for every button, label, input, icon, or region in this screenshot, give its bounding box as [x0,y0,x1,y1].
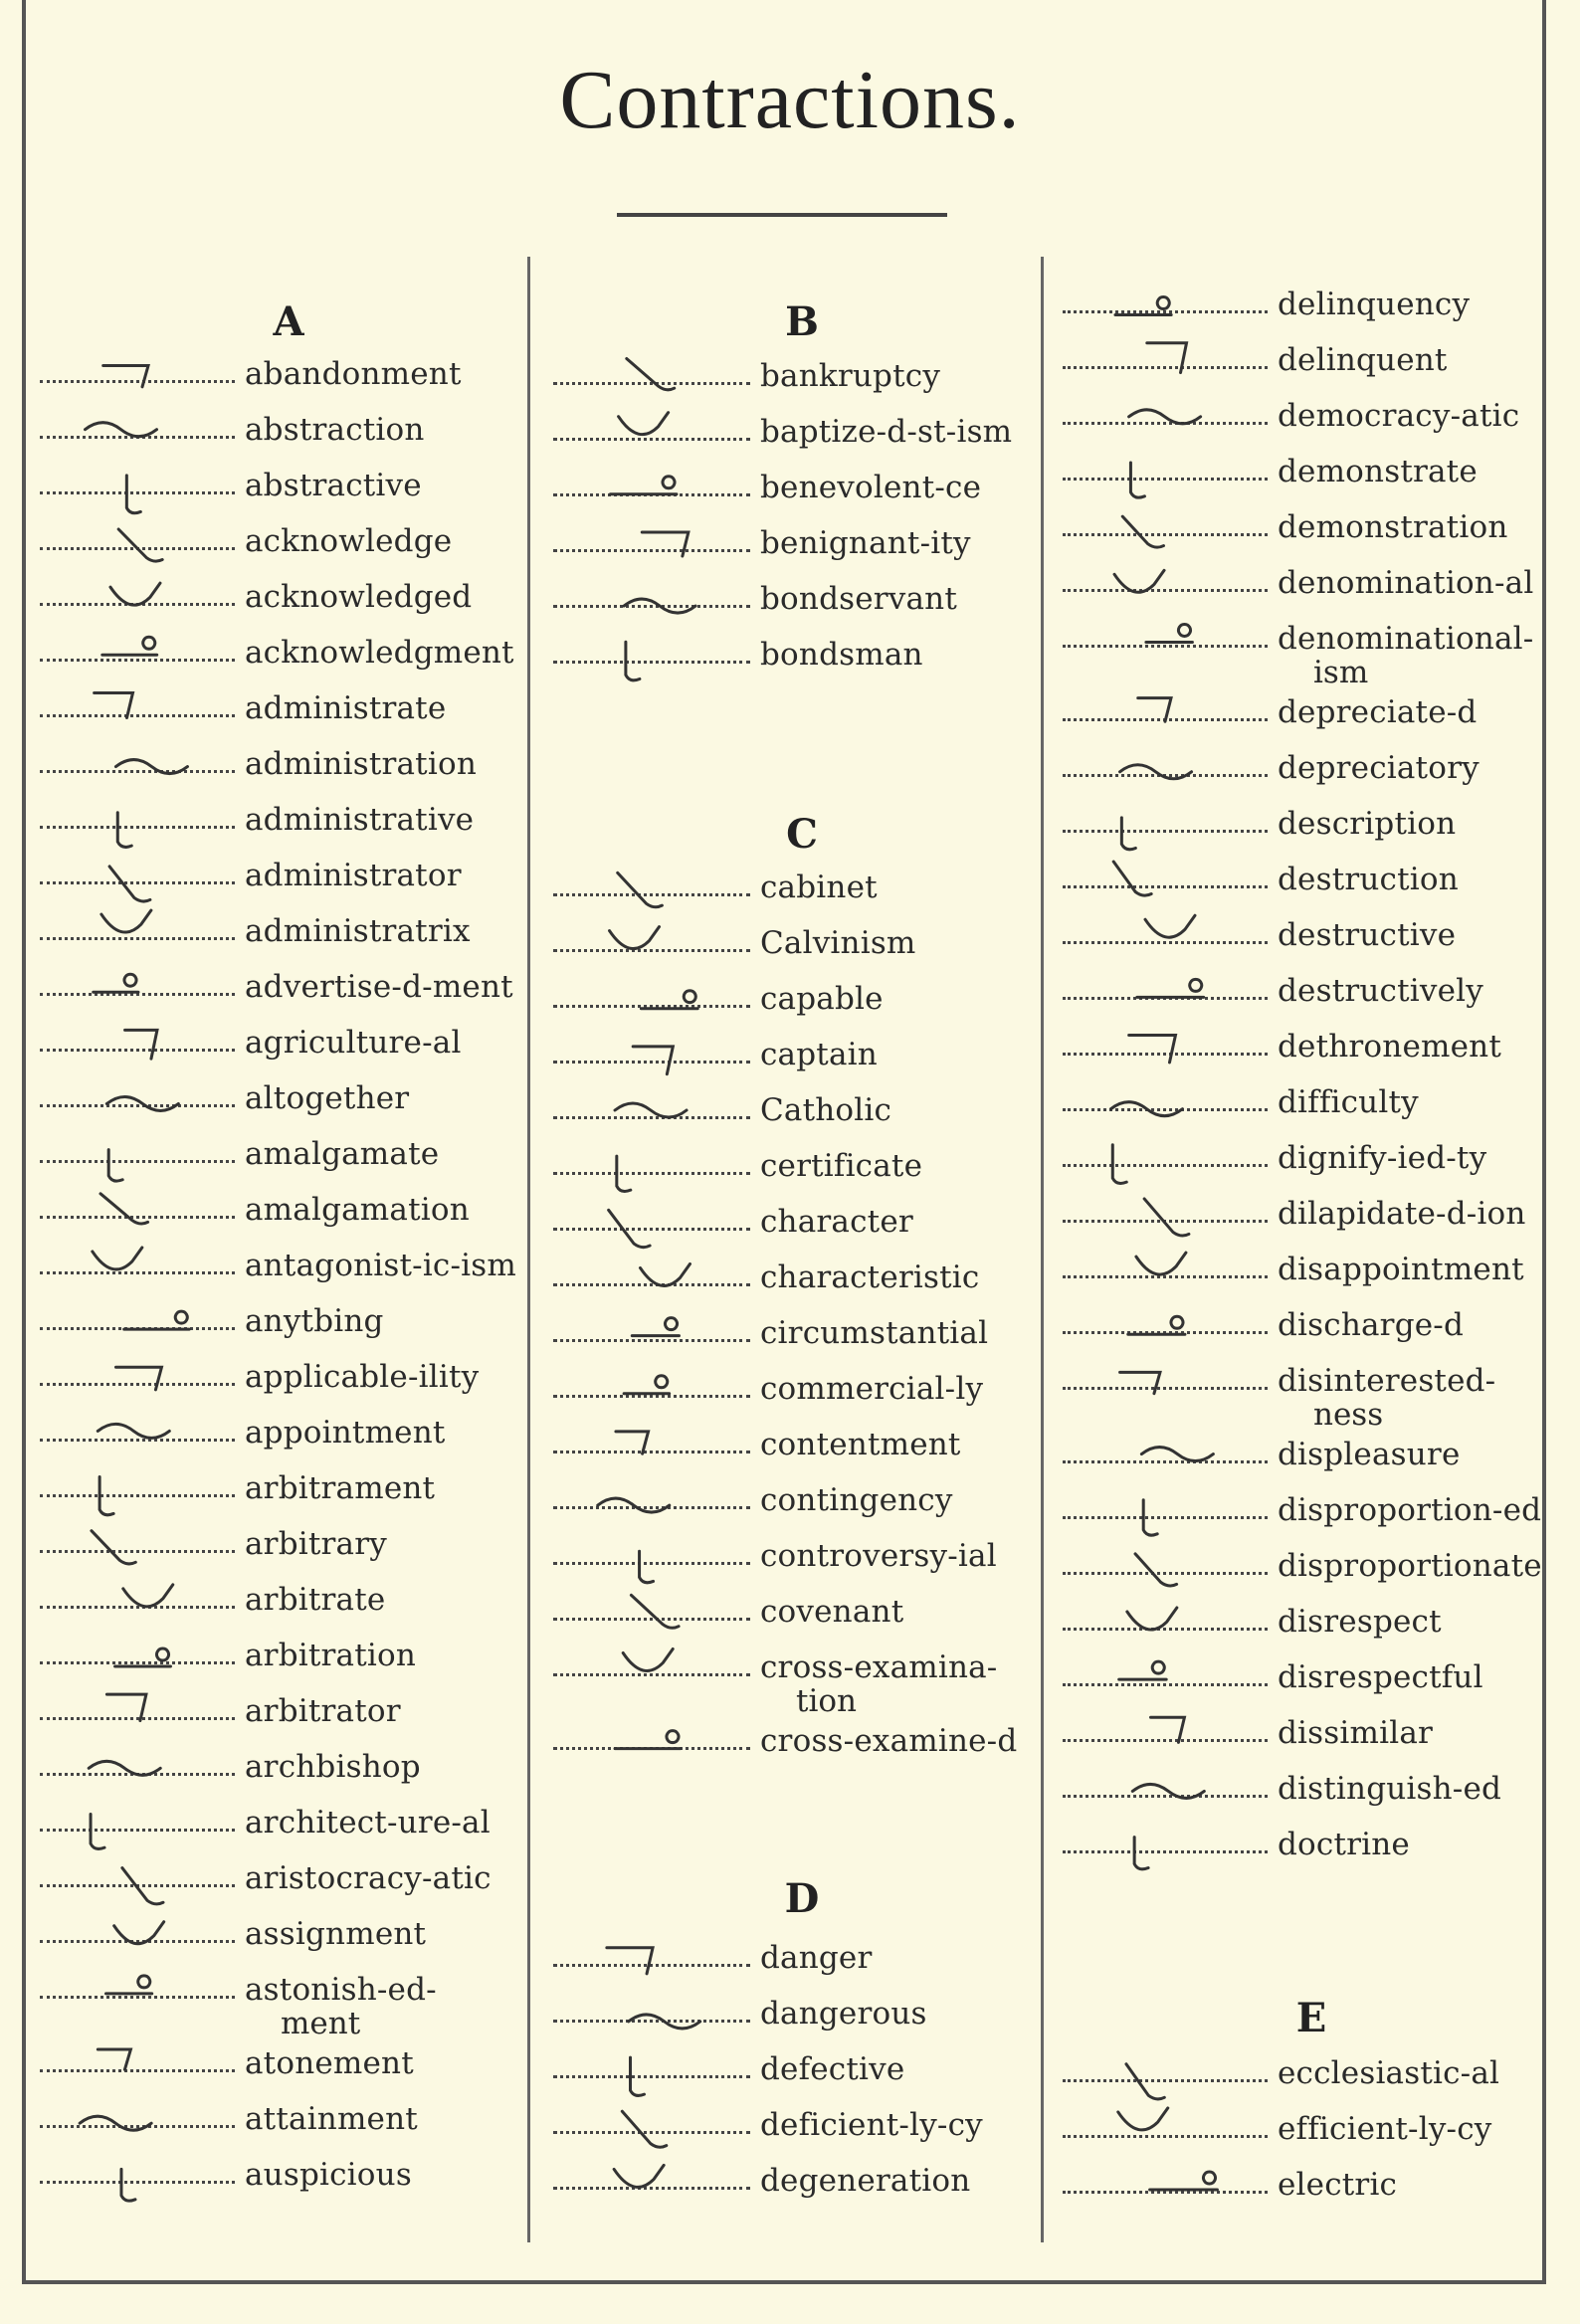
shorthand-outline-icon [70,1297,219,1347]
contraction-entry [40,1743,527,1795]
contraction-word: bondsman [760,637,923,673]
contraction-word: deficient-ly-cy [760,2107,983,2143]
shorthand-outline-icon [1092,744,1242,794]
contraction-word: arbitration [245,1638,417,1673]
contraction-entry [40,573,527,625]
contraction-entry [1063,1301,1540,1353]
shorthand-outline-icon [583,919,732,969]
shorthand-outline-icon [1092,1190,1242,1240]
shorthand-outline-icon [70,2039,219,2089]
contraction-word: distinguish-ed [1278,1771,1502,1807]
contraction-entry [1063,856,1540,907]
shorthand-outline-icon [1092,1301,1242,1351]
contraction-entry [553,1254,1031,1305]
contraction-word: antagonist-ic-ism [245,1248,516,1283]
contraction-word: disappointment [1278,1252,1524,1287]
contraction-word: advertise-d-ment [245,969,513,1005]
shorthand-outline-icon [1092,559,1242,609]
contraction-entry [1063,1134,1540,1186]
contraction-entry [40,406,527,458]
contraction-word: capable [760,981,884,1017]
contraction-word: disrespectful [1278,1659,1483,1695]
column-divider-right [1041,257,1044,2242]
contraction-word: captain [760,1037,878,1072]
contraction-word: destructively [1278,973,1483,1009]
contraction-word: danger [760,1940,873,1976]
shorthand-outline-icon [70,852,219,901]
contraction-entry [553,1990,1031,2041]
contraction-word: administration [245,746,477,782]
shorthand-outline-icon [70,1464,219,1514]
contraction-entry [1063,1431,1540,1482]
contraction-entry [40,1186,527,1238]
contraction-entry [40,1353,527,1405]
shorthand-outline-icon [70,740,219,790]
contraction-entry [553,631,1031,682]
contraction-entry [1063,1598,1540,1649]
contraction-word: baptize-d-st-ism [760,414,1013,450]
shorthand-outline-icon [1092,1598,1242,1647]
shorthand-outline-icon [70,629,219,678]
contraction-word: auspicious [245,2157,412,2193]
contraction-entry [40,684,527,736]
contraction-entry [40,1130,527,1182]
shorthand-outline-icon [583,864,732,913]
shorthand-outline-icon [1092,1023,1242,1072]
contraction-entry [40,1297,527,1349]
contraction-entry [553,975,1031,1027]
shorthand-outline-icon [583,1198,732,1248]
shorthand-outline-icon [70,2095,219,2145]
shorthand-outline-icon [70,684,219,734]
contraction-word: agriculture-al [245,1025,462,1061]
shorthand-outline-icon [583,352,732,402]
shorthand-outline-icon [1092,1542,1242,1592]
contraction-entry [1063,1190,1540,1242]
contraction-word: displeasure [1278,1437,1461,1472]
contraction-entry [553,864,1031,915]
shorthand-outline-icon [1092,1765,1242,1815]
contraction-word: cabinet [760,870,878,905]
shorthand-outline-icon [70,907,219,957]
contraction-entry [1063,1821,1540,1872]
shorthand-outline-icon [70,963,219,1013]
contraction-word: Calvinism [760,925,916,961]
contraction-word: description [1278,806,1457,842]
shorthand-outline-icon [70,1074,219,1124]
contraction-entry [40,2151,527,2203]
contraction-entry [1063,1357,1540,1433]
contraction-entry [553,2101,1031,2153]
contraction-entry [553,519,1031,571]
shorthand-outline-icon [583,1309,732,1359]
contraction-word: cross-examine-d [760,1723,1018,1759]
shorthand-outline-icon [70,462,219,511]
contraction-entry [40,1632,527,1683]
contraction-word: benevolent-ce [760,470,982,505]
contraction-word: efficient-ly-cy [1278,2111,1492,2147]
contraction-entry [553,919,1031,971]
contraction-word: covenant [760,1594,904,1630]
contraction-word: administrative [245,802,475,838]
contraction-word: democracy-atic [1278,398,1520,434]
contraction-word: altogether [245,1080,410,1116]
shorthand-outline-icon [1092,1709,1242,1759]
shorthand-outline-icon [1092,1134,1242,1184]
contraction-entry [553,1086,1031,1138]
shorthand-outline-icon [1092,800,1242,850]
contraction-entry [40,1966,527,2041]
shorthand-outline-icon [583,1644,732,1693]
contraction-word: acknowledged [245,579,473,615]
contraction-word: disrespect [1278,1604,1442,1640]
contraction-entry [1063,1078,1540,1130]
contraction-entry [553,1365,1031,1417]
contraction-word: arbitrary [245,1526,387,1562]
contraction-entry [1063,1486,1540,1538]
contraction-entry [1063,911,1540,963]
shorthand-outline-icon [583,1086,732,1136]
contraction-word: dethronement [1278,1029,1501,1065]
shorthand-outline-icon [1092,1246,1242,1295]
contraction-word: astonish-ed- [245,1972,437,2008]
shorthand-outline-icon [583,1142,732,1192]
shorthand-outline-icon [1092,911,1242,961]
contraction-entry [40,1409,527,1460]
contraction-entry [553,2045,1031,2097]
contraction-entry [553,1532,1031,1584]
shorthand-outline-icon [583,1365,732,1415]
contraction-word: aristocracy-atic [245,1860,492,1896]
contraction-word: commercial-ly [760,1371,984,1407]
contraction-entry [553,2157,1031,2209]
section-heading: E [1295,1995,1327,2041]
shorthand-outline-icon [70,517,219,567]
contraction-entry [40,1576,527,1628]
contraction-entry [40,1910,527,1962]
contraction-word: contingency [760,1482,953,1518]
contraction-word: Catholic [760,1092,892,1128]
shorthand-outline-icon [583,1532,732,1582]
shorthand-outline-icon [583,631,732,680]
shorthand-outline-icon [1092,448,1242,497]
shorthand-outline-icon [1092,1821,1242,1870]
contraction-word: dangerous [760,1996,927,2032]
section-heading: A [273,298,304,345]
contraction-word: doctrine [1278,1827,1410,1862]
shorthand-outline-icon [583,1990,732,2039]
contraction-word: assignment [245,1916,427,1952]
contraction-entry [1063,1765,1540,1817]
shorthand-outline-icon [583,1421,732,1470]
contraction-entry [553,1142,1031,1194]
shorthand-outline-icon [1092,688,1242,738]
column-divider-left [527,257,530,2242]
contraction-entry [1063,392,1540,444]
contraction-word: administrate [245,690,447,726]
contraction-entry [553,408,1031,460]
shorthand-outline-icon [70,1130,219,1180]
contraction-entry [40,1074,527,1126]
contraction-word: electric [1278,2167,1398,2203]
contraction-entry [1063,559,1540,611]
page-title: Contractions. [559,54,1021,146]
section-heading: B [785,298,819,345]
shorthand-outline-icon [1092,1078,1242,1128]
contraction-word: acknowledge [245,523,453,559]
contraction-entry [553,464,1031,515]
contraction-word: ecclesiastic-al [1278,2055,1500,2091]
contraction-entry [553,1421,1031,1472]
contraction-word: dilapidate-d-ion [1278,1196,1526,1232]
contraction-entry [553,1934,1031,1986]
contraction-entry [40,1687,527,1739]
shorthand-outline-icon [1092,1486,1242,1536]
contraction-entry [1063,1653,1540,1705]
contraction-entry [553,1588,1031,1640]
contraction-entry [1063,2049,1540,2101]
contraction-word: demonstration [1278,509,1508,545]
shorthand-outline-icon [1092,967,1242,1017]
shorthand-outline-icon [583,1934,732,1984]
contraction-entry [553,1031,1031,1082]
shorthand-outline-icon [583,1254,732,1303]
contraction-entry [40,963,527,1015]
contraction-word: amalgamation [245,1192,470,1228]
contraction-word: denomination-al [1278,565,1534,601]
shorthand-outline-icon [70,1799,219,1848]
shorthand-outline-icon [70,1687,219,1737]
shorthand-outline-icon [1092,2049,1242,2099]
contraction-entry [553,575,1031,627]
shorthand-outline-icon [70,1353,219,1403]
shorthand-outline-icon [1092,503,1242,553]
shorthand-outline-icon [70,796,219,846]
shorthand-outline-icon [70,1520,219,1570]
shorthand-outline-icon [70,1854,219,1904]
contraction-entry [40,1242,527,1293]
shorthand-outline-icon [70,1019,219,1068]
contraction-word: character [760,1204,913,1240]
shorthand-outline-icon [1092,281,1242,330]
shorthand-outline-icon [70,1242,219,1291]
shorthand-outline-icon [70,573,219,623]
contraction-word: controversy-ial [760,1538,997,1574]
contraction-word-continued: ism [1313,655,1369,690]
shorthand-outline-icon [1092,615,1242,665]
contraction-entry [40,1520,527,1572]
contraction-word: abstraction [245,412,425,448]
shorthand-outline-icon [583,464,732,513]
contraction-word: degeneration [760,2163,971,2199]
contraction-word: dissimilar [1278,1715,1434,1751]
contraction-word: dignify-ied-ty [1278,1140,1487,1176]
contraction-entry [40,1799,527,1850]
contraction-word: bankruptcy [760,358,941,394]
shorthand-outline-icon [583,975,732,1025]
shorthand-outline-icon [583,2101,732,2151]
contraction-entry [1063,615,1540,690]
contraction-entry [1063,688,1540,740]
contraction-word: circumstantial [760,1315,989,1351]
contraction-word: characteristic [760,1259,980,1295]
contraction-entry [553,1717,1031,1769]
contraction-entry [1063,2161,1540,2213]
shorthand-outline-icon [1092,2161,1242,2211]
contraction-word: acknowledgment [245,635,514,671]
contraction-word: architect-ure-al [245,1805,491,1840]
contraction-word: disproportion-ed [1278,1492,1542,1528]
contraction-word: arbitrate [245,1582,386,1618]
contraction-word: cross-examina- [760,1649,998,1685]
shorthand-outline-icon [1092,392,1242,442]
shorthand-outline-icon [70,406,219,456]
shorthand-outline-icon [583,408,732,458]
shorthand-outline-icon [70,350,219,400]
shorthand-outline-icon [70,1186,219,1236]
shorthand-outline-icon [70,1966,219,2016]
contraction-word: destructive [1278,917,1457,953]
contraction-entry [553,352,1031,404]
contraction-entry [1063,281,1540,332]
contraction-word: denominational- [1278,621,1534,657]
shorthand-outline-icon [1092,336,1242,386]
contraction-entry [40,2039,527,2091]
contraction-entry [553,1476,1031,1528]
section-heading: D [784,1875,820,1922]
shorthand-outline-icon [70,1632,219,1681]
shorthand-outline-icon [70,1910,219,1960]
contraction-word: anytbing [245,1303,384,1339]
contraction-entry [40,796,527,848]
contraction-word: contentment [760,1427,961,1462]
contraction-word: appointment [245,1415,446,1451]
contraction-word: defective [760,2051,905,2087]
shorthand-outline-icon [1092,1357,1242,1407]
contraction-entry [1063,967,1540,1019]
contraction-word: administrator [245,858,462,893]
contraction-word: bondservant [760,581,958,617]
contraction-word: depreciatory [1278,750,1480,786]
shorthand-outline-icon [583,1031,732,1080]
contraction-entry [40,517,527,569]
contraction-entry [1063,1709,1540,1761]
shorthand-outline-icon [583,575,732,625]
contraction-entry [553,1644,1031,1719]
contraction-word: delinquent [1278,342,1448,378]
contraction-entry [1063,1542,1540,1594]
contraction-entry [1063,800,1540,852]
contraction-word: abstractive [245,468,422,503]
contraction-entry [40,350,527,402]
shorthand-outline-icon [1092,856,1242,905]
contraction-word: applicable-ility [245,1359,480,1395]
contraction-word: destruction [1278,862,1459,897]
contraction-word: administratrix [245,913,471,949]
title-rule [617,213,947,217]
contraction-entry [1063,2105,1540,2157]
contraction-entry [40,907,527,959]
contraction-word: difficulty [1278,1084,1419,1120]
contraction-word: disproportionate [1278,1548,1542,1584]
contraction-entry [40,462,527,513]
shorthand-outline-icon [583,2157,732,2207]
shorthand-outline-icon [583,519,732,569]
contraction-entry [40,1854,527,1906]
contraction-word: discharge-d [1278,1307,1465,1343]
shorthand-outline-icon [583,1588,732,1638]
shorthand-outline-icon [583,1476,732,1526]
contraction-word-continued: ment [281,2006,361,2041]
shorthand-outline-icon [1092,1653,1242,1703]
contraction-entry [40,1019,527,1070]
shorthand-outline-icon [70,2151,219,2201]
contraction-entry [1063,1023,1540,1074]
contraction-word-continued: tion [796,1683,858,1719]
contraction-entry [1063,744,1540,796]
contraction-word-continued: ness [1313,1397,1384,1433]
contraction-word: atonement [245,2045,414,2081]
contraction-word: certificate [760,1148,923,1184]
contraction-word: archbishop [245,1749,421,1785]
contraction-entry [1063,448,1540,499]
contraction-entry [553,1309,1031,1361]
contraction-word: amalgamate [245,1136,440,1172]
contraction-entry [40,2095,527,2147]
contraction-entry [1063,503,1540,555]
shorthand-outline-icon [70,1576,219,1626]
contraction-entry [1063,1246,1540,1297]
contraction-word: disinterested- [1278,1363,1496,1399]
contraction-entry [40,1464,527,1516]
contraction-word: attainment [245,2101,418,2137]
shorthand-outline-icon [70,1743,219,1793]
shorthand-outline-icon [1092,1431,1242,1480]
shorthand-outline-icon [583,2045,732,2095]
contraction-word: benignant-ity [760,525,971,561]
shorthand-outline-icon [583,1717,732,1767]
shorthand-outline-icon [70,1409,219,1458]
contraction-entry [40,629,527,680]
contraction-entry [553,1198,1031,1250]
contraction-entry [40,740,527,792]
contraction-entry [40,852,527,903]
contraction-word: arbitrator [245,1693,401,1729]
contraction-entry [1063,336,1540,388]
contraction-word: abandonment [245,356,462,392]
section-heading: C [786,811,818,858]
contraction-word: delinquency [1278,287,1471,322]
shorthand-outline-icon [1092,2105,1242,2155]
contraction-word: demonstrate [1278,454,1478,489]
contraction-word: arbitrament [245,1470,436,1506]
contraction-word: depreciate-d [1278,694,1478,730]
